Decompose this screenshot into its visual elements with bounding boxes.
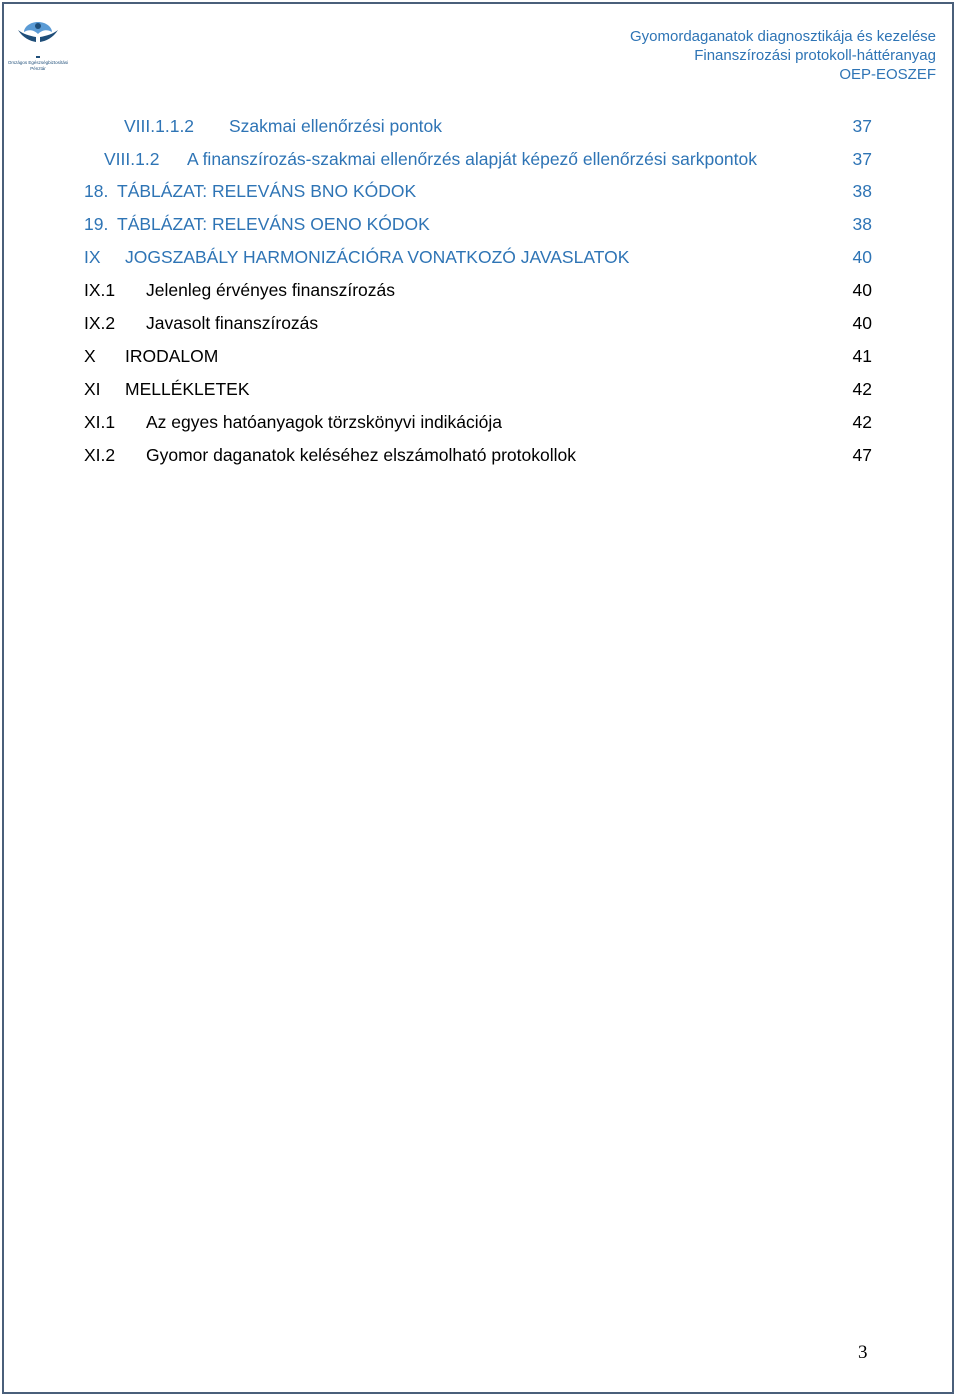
toc-entry-page: 47	[852, 445, 872, 465]
toc-entry-number: IX.2	[84, 313, 116, 333]
healthcare-institute-logo-icon	[6, 18, 70, 62]
institute-logo	[6, 18, 70, 78]
toc-entry-number: XI	[84, 379, 101, 399]
header-subtitle: Finanszírozási protokoll-háttéranyag	[694, 47, 936, 64]
document-header	[630, 27, 936, 84]
toc-entry-number: 19.	[84, 214, 109, 234]
toc-entry-title: JOGSZABÁLY HARMONIZÁCIÓRA VONATKOZÓ JAVASLATOK	[125, 247, 630, 267]
toc-entry-title: TÁBLÁZAT: RELEVÁNS BNO KÓDOK	[117, 181, 417, 201]
toc-entry-number: X	[84, 346, 96, 366]
toc-entry-page: 37	[852, 116, 872, 136]
logo-caption-line2: Pénztár	[30, 66, 46, 71]
toc-entry-title: MELLÉKLETEK	[125, 379, 250, 399]
toc-entry-title: A finanszírozás-szakmai ellenőrzés alapját képező ellenőrzési sarkpontok	[187, 149, 758, 169]
header-organization: OEP-EOSZEF	[839, 66, 936, 83]
toc-entry-number: XI.1	[84, 412, 116, 432]
toc-entry-title: IRODALOM	[125, 346, 219, 366]
page-border	[2, 2, 954, 1394]
toc-entry-title: Javasolt finanszírozás	[146, 313, 319, 333]
toc-entry-title: Az egyes hatóanyagok törzskönyvi indikációja	[146, 412, 503, 432]
toc-entry-title: TÁBLÁZAT: RELEVÁNS OENO KÓDOK	[117, 214, 430, 234]
toc-entry-title: Gyomor daganatok keléséhez elszámolható protokollok	[146, 445, 576, 465]
toc-entry-number: XI.2	[84, 445, 116, 465]
toc-entry-title: Szakmai ellenőrzési pontok	[229, 116, 443, 136]
toc-entry-page: 42	[852, 412, 872, 432]
toc-entry-page: 38	[852, 181, 872, 201]
toc-entry-page: 42	[852, 379, 872, 399]
toc-entry-page: 40	[852, 247, 872, 267]
toc-entry-number: IX	[84, 247, 101, 267]
toc-entry-number: IX.1	[84, 280, 116, 300]
logo-caption-line1: Országos Egészségbiztosítási	[7, 60, 69, 65]
toc-entry-number: 18.	[84, 181, 109, 201]
toc-entry-page: 38	[852, 214, 872, 234]
toc-entry-page: 40	[852, 280, 872, 300]
toc-entry-page: 41	[852, 346, 872, 366]
toc-entry-number: VIII.1.2	[104, 149, 160, 169]
logo-caption	[6, 60, 70, 72]
toc-entry-page: 40	[852, 313, 872, 333]
header-title: Gyomordaganatok diagnosztikája és kezelése	[629, 28, 936, 45]
toc-entry-page: 37	[852, 149, 872, 169]
toc-entry-number: VIII.1.1.2	[124, 116, 195, 136]
toc-entry-title: Jelenleg érvényes finanszírozás	[146, 280, 396, 300]
page-number: 3	[858, 1342, 868, 1363]
